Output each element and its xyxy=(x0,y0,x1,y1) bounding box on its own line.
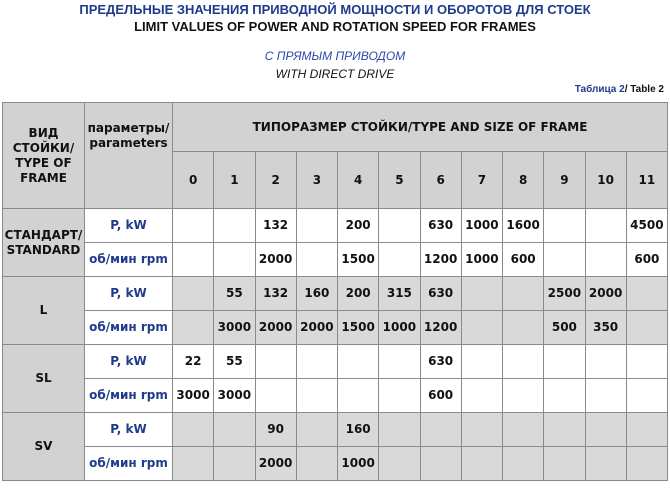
value-cell xyxy=(544,447,585,481)
parameter-cell: P, kW xyxy=(85,209,173,243)
value-cell: 55 xyxy=(214,345,255,379)
table-reference xyxy=(575,84,664,95)
table-row xyxy=(3,243,668,277)
value-cell xyxy=(585,243,626,277)
parameter-cell: об/мин rpm xyxy=(85,447,173,481)
value-cell xyxy=(214,243,255,277)
value-cell: 600 xyxy=(420,379,461,413)
value-cell: 3000 xyxy=(214,311,255,345)
value-cell: 630 xyxy=(420,277,461,311)
value-cell xyxy=(503,311,544,345)
value-cell: 200 xyxy=(338,209,379,243)
header-frame-type: ВИД СТОЙКИ/ TYPE OF FRAME xyxy=(3,103,85,209)
header-frame-size: ТИПОРАЗМЕР СТОЙКИ/TYPE AND SIZE OF FRAME xyxy=(173,103,668,152)
size-header-cell: 0 xyxy=(173,152,214,209)
value-cell xyxy=(585,345,626,379)
size-header-cell: 3 xyxy=(296,152,337,209)
value-cell xyxy=(544,209,585,243)
value-cell xyxy=(461,413,502,447)
parameter-cell: P, kW xyxy=(85,277,173,311)
value-cell: 2000 xyxy=(255,311,296,345)
table-row xyxy=(3,311,668,345)
value-cell xyxy=(585,379,626,413)
size-header-cell: 2 xyxy=(255,152,296,209)
value-cell xyxy=(173,311,214,345)
value-cell xyxy=(420,413,461,447)
value-cell xyxy=(503,277,544,311)
value-cell xyxy=(379,209,420,243)
frame-type-cell: СТАНДАРТ/ STANDARD xyxy=(3,209,85,277)
value-cell xyxy=(461,447,502,481)
value-cell xyxy=(173,277,214,311)
value-cell: 1000 xyxy=(461,243,502,277)
value-cell xyxy=(461,379,502,413)
value-cell: 160 xyxy=(296,277,337,311)
value-cell xyxy=(626,447,667,481)
table-row xyxy=(3,413,668,447)
size-header-cell: 8 xyxy=(503,152,544,209)
value-cell xyxy=(173,447,214,481)
frame-type-cell: SV xyxy=(3,413,85,481)
value-cell xyxy=(379,345,420,379)
value-cell xyxy=(173,413,214,447)
value-cell xyxy=(420,447,461,481)
parameter-cell: P, kW xyxy=(85,345,173,379)
value-cell xyxy=(296,379,337,413)
value-cell xyxy=(503,413,544,447)
subtitle-english: WITH DIRECT DRIVE xyxy=(275,67,395,81)
value-cell: 3000 xyxy=(173,379,214,413)
value-cell: 315 xyxy=(379,277,420,311)
value-cell: 1000 xyxy=(461,209,502,243)
value-cell: 55 xyxy=(214,277,255,311)
value-cell: 1500 xyxy=(338,311,379,345)
value-cell: 2000 xyxy=(255,243,296,277)
table-row xyxy=(3,447,668,481)
size-header-cell: 5 xyxy=(379,152,420,209)
value-cell xyxy=(544,345,585,379)
size-header-cell: 9 xyxy=(544,152,585,209)
value-cell xyxy=(503,345,544,379)
title-russian: ПРЕДЕЛЬНЫЕ ЗНАЧЕНИЯ ПРИВОДНОЙ МОЩНОСТИ И ОБОРОТОВ ДЛЯ СТОЕК xyxy=(79,2,591,17)
frame-type-cell: L xyxy=(3,277,85,345)
value-cell: 630 xyxy=(420,209,461,243)
table-row xyxy=(3,209,668,243)
value-cell: 1000 xyxy=(379,311,420,345)
value-cell xyxy=(626,277,667,311)
parameter-cell: P, kW xyxy=(85,413,173,447)
value-cell xyxy=(626,379,667,413)
value-cell xyxy=(544,413,585,447)
parameter-cell: об/мин rpm xyxy=(85,379,173,413)
table-reference-ru: Таблица 2 xyxy=(574,84,625,95)
title-english: LIMIT VALUES OF POWER AND ROTATION SPEED FOR FRAMES xyxy=(134,19,536,34)
value-cell xyxy=(461,345,502,379)
value-cell: 3000 xyxy=(214,379,255,413)
value-cell: 630 xyxy=(420,345,461,379)
value-cell xyxy=(585,447,626,481)
value-cell xyxy=(296,209,337,243)
value-cell: 600 xyxy=(626,243,667,277)
value-cell xyxy=(296,243,337,277)
value-cell: 1000 xyxy=(338,447,379,481)
value-cell: 2500 xyxy=(544,277,585,311)
value-cell: 500 xyxy=(544,311,585,345)
value-cell xyxy=(544,379,585,413)
table-row xyxy=(3,379,668,413)
value-cell xyxy=(626,311,667,345)
parameter-cell: об/мин rpm xyxy=(85,243,173,277)
value-cell: 1200 xyxy=(420,243,461,277)
value-cell xyxy=(461,277,502,311)
value-cell xyxy=(214,413,255,447)
value-cell xyxy=(626,345,667,379)
value-cell xyxy=(255,379,296,413)
size-header-cell: 10 xyxy=(585,152,626,209)
value-cell: 2000 xyxy=(585,277,626,311)
value-cell xyxy=(173,243,214,277)
value-cell: 4500 xyxy=(626,209,667,243)
value-cell xyxy=(379,447,420,481)
value-cell xyxy=(214,447,255,481)
size-header-cell: 11 xyxy=(626,152,667,209)
value-cell: 350 xyxy=(585,311,626,345)
value-cell xyxy=(296,345,337,379)
value-cell xyxy=(296,447,337,481)
value-cell: 2000 xyxy=(296,311,337,345)
header-parameters: параметры/ parameters xyxy=(85,103,173,209)
value-cell: 1600 xyxy=(503,209,544,243)
value-cell: 90 xyxy=(255,413,296,447)
value-cell xyxy=(544,243,585,277)
value-cell xyxy=(255,345,296,379)
value-cell xyxy=(173,209,214,243)
value-cell: 132 xyxy=(255,277,296,311)
size-header-cell: 1 xyxy=(214,152,255,209)
value-cell xyxy=(626,413,667,447)
table-row xyxy=(3,345,668,379)
value-cell: 600 xyxy=(503,243,544,277)
subtitle-russian: С ПРЯМЫМ ПРИВОДОМ xyxy=(264,49,406,63)
table-row xyxy=(3,277,668,311)
value-cell: 1500 xyxy=(338,243,379,277)
table-reference-en: / Table 2 xyxy=(624,84,664,95)
value-cell xyxy=(585,209,626,243)
value-cell xyxy=(379,243,420,277)
value-cell xyxy=(503,447,544,481)
value-cell xyxy=(503,379,544,413)
table-body xyxy=(3,209,668,481)
value-cell xyxy=(379,413,420,447)
value-cell: 200 xyxy=(338,277,379,311)
value-cell: 132 xyxy=(255,209,296,243)
size-header-cell: 4 xyxy=(338,152,379,209)
size-header-cell: 6 xyxy=(420,152,461,209)
value-cell: 160 xyxy=(338,413,379,447)
value-cell: 22 xyxy=(173,345,214,379)
size-header-cell: 7 xyxy=(461,152,502,209)
value-cell xyxy=(379,379,420,413)
value-cell xyxy=(296,413,337,447)
value-cell: 2000 xyxy=(255,447,296,481)
value-cell xyxy=(338,345,379,379)
value-cell xyxy=(461,311,502,345)
limit-values-table xyxy=(2,102,668,481)
frame-type-cell: SL xyxy=(3,345,85,413)
value-cell xyxy=(585,413,626,447)
parameter-cell: об/мин rpm xyxy=(85,311,173,345)
value-cell xyxy=(214,209,255,243)
value-cell: 1200 xyxy=(420,311,461,345)
value-cell xyxy=(338,379,379,413)
